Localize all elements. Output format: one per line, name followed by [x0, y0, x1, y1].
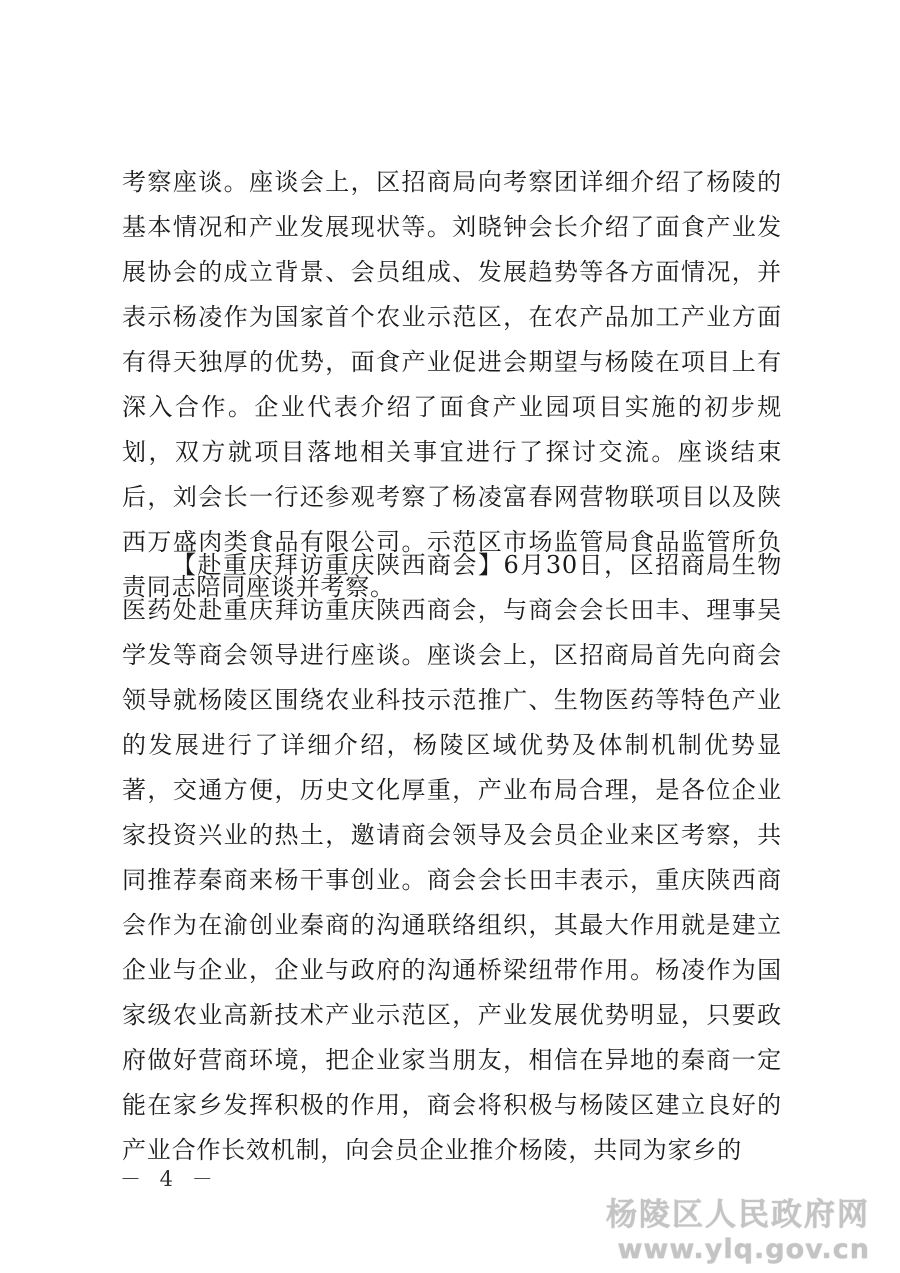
watermark-site-name: 杨陵区人民政府网 — [606, 1197, 870, 1233]
page-number: － 4 － — [120, 1167, 219, 1191]
body-paragraph-1: 考察座谈。座谈会上，区招商局向考察团详细介绍了杨陵的基本情况和产业发展现状等。刘晓钟会长介绍了面食产业发展协会的成立背景、会员组成、发展趋势等各方面情况，并表示杨凌作为国家首个农业示范区，在农产品加工产业方面有得天独厚的优势，面食产业促进会期望与杨陵在项目上有深入合作。企业代表介绍了面食产业园项目实施的初步规划，双方就项目落地相关事宜进行了探讨交流。座谈结束后，刘会长一行还参观考察了杨凌富春网营物联项目以及陕西万盛肉类食品有限公司。示范区市场监管局食品监管所负责同志陪同座谈并考察。 — [122, 168, 782, 601]
site-watermark — [606, 1196, 870, 1266]
watermark-site-url: www.ylq.gov.cn — [617, 1234, 870, 1265]
body-paragraph-2: 【赴重庆拜访重庆陕西商会】6月30日，区招商局生物医药处赴重庆拜访重庆陕西商会，与商会会长田丰、理事吴学发等商会领导进行座谈。座谈会上，区招商局首先向商会领导就杨陵区围绕农业科技示范推广、生物医药等特色产业的发展进行了详细介绍，杨陵区域优势及体制机制优势显著，交通方便，历史文化厚重，产业布局合理，是各位企业家投资兴业的热土，邀请商会领导及会员企业来区考察，共同推荐秦商来杨干事创业。商会会长田丰表示，重庆陕西商会作为在渝创业秦商的沟通联络组织，其最大作用就是建立企业与企业，企业与政府的沟通桥梁纽带作用。杨凌作为国家级农业高新技术产业示范区，产业发展优势明显，只要政府做好营商环境，把企业家当朋友，相信在异地的秦商一定能在家乡发挥积极的作用，商会将积极与杨陵区建立良好的产业合作长效机制，向会员企业推介杨陵，共同为家乡的 — [122, 551, 782, 1164]
